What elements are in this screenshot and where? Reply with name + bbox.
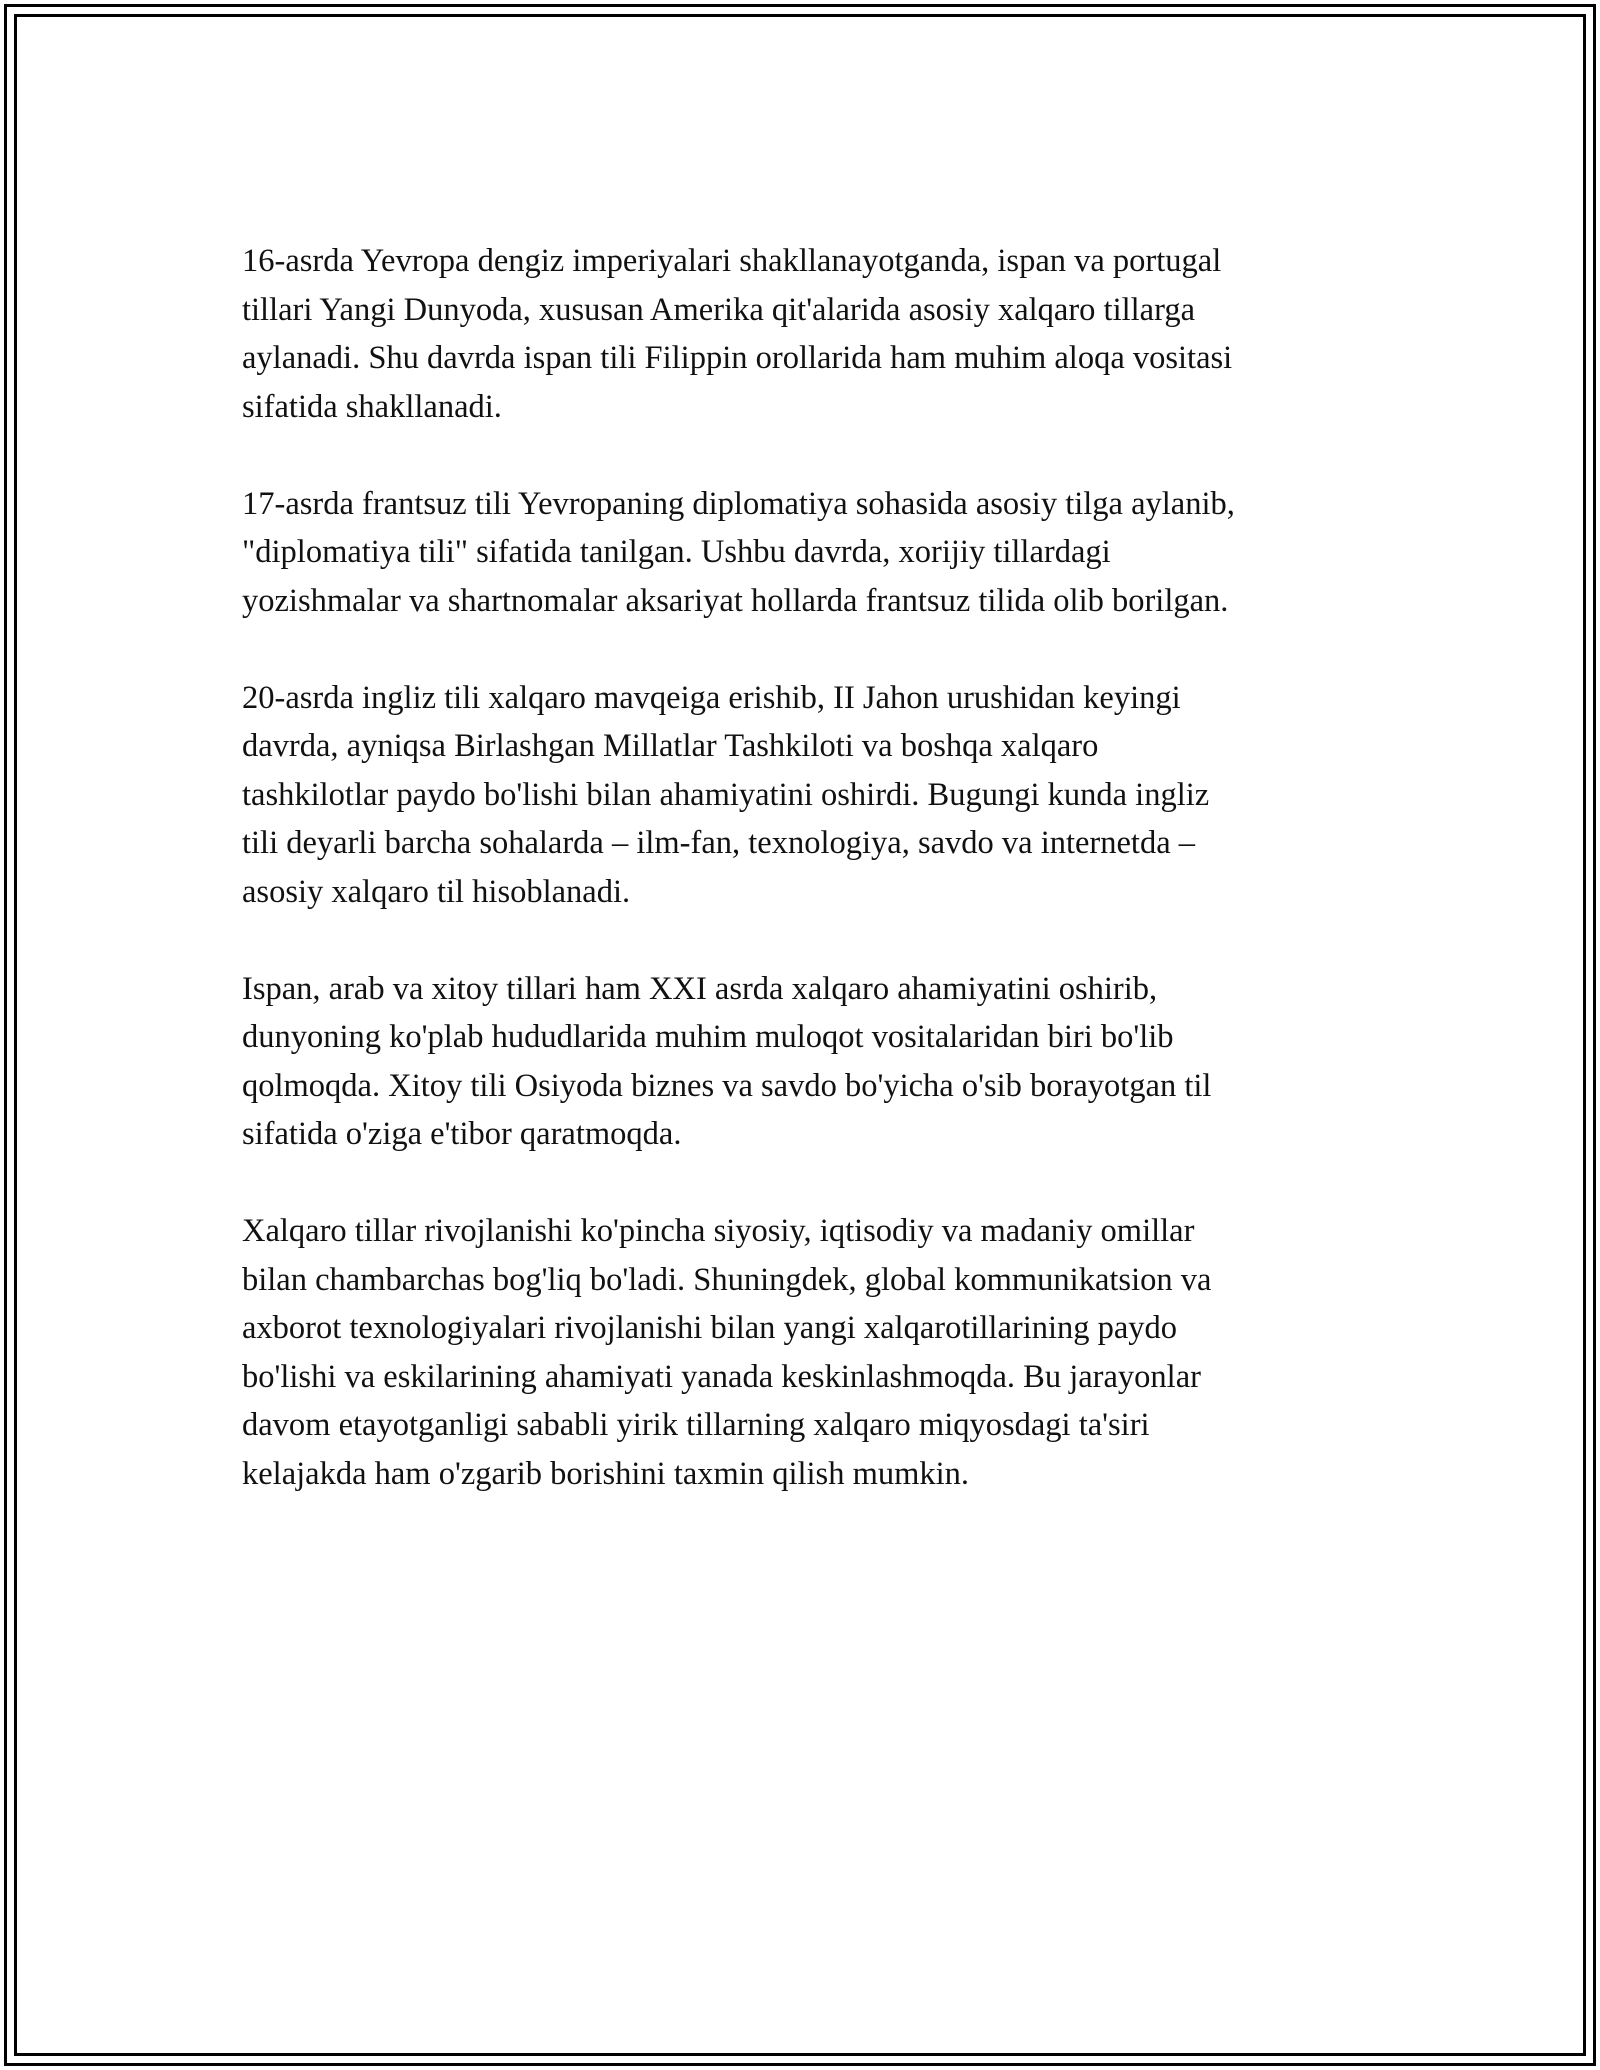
text-line: davrda, ayniqsa Birlashgan Millatlar Tashkiloti va boshqa xalqaro (242, 728, 1099, 764)
paragraph-development (242, 1207, 1382, 1498)
text-line: sifatida shakllanadi. (242, 388, 502, 425)
text-line: dunyoning ko'plab hududlarida muhim muloqot vositalaridan biri bo'lib (242, 1019, 1174, 1055)
text-line: Ispan, arab va xitoy tillari ham XXI asrda xalqaro ahamiyatini oshirib, (242, 970, 1158, 1007)
paragraph-17th-century (242, 480, 1382, 626)
text-line: 17-asrda frantsuz tili Yevropaning diplomatiya sohasida asosiy tilga aylanib, (242, 485, 1235, 522)
document-body (242, 237, 1382, 1547)
text-line: aylanadi. Shu davrda ispan tili Filippin orollarida ham muhim aloqa vositasi (242, 340, 1233, 376)
text-line: 20-asrda ingliz tili xalqaro mavqeiga erishib, II Jahon urushidan keyingi (242, 679, 1181, 716)
text-line: asosiy xalqaro til hisoblanadi. (242, 873, 631, 910)
text-line: tili deyarli barcha sohalarda – ilm-fan, texnologiya, savdo va internetda – (242, 825, 1196, 861)
text-line: qolmoqda. Xitoy tili Osiyoda biznes va savdo bo'yicha o'sib borayotgan til (242, 1067, 1212, 1104)
text-line: yozishmalar va shartnomalar aksariyat hollarda frantsuz tilida olib borilgan. (242, 582, 1229, 619)
text-line: davom etayotganligi sababli yirik tillarning xalqaro miqyosdagi ta'siri (242, 1407, 1150, 1443)
text-line: tillari Yangi Dunyoda, xususan Amerika qit'alarida asosiy xalqaro tillarga (242, 291, 1195, 328)
paragraph-21st-century (242, 965, 1382, 1159)
text-line: bo'lishi va eskilarining ahamiyati yanada keskinlashmoqda. Bu jarayonlar (242, 1358, 1201, 1395)
paragraph-20th-century (242, 674, 1382, 917)
text-line: Xalqaro tillar rivojlanishi ko'pincha siyosiy, iqtisodiy va madaniy omillar (242, 1213, 1195, 1249)
text-line: "diplomatiya tili" sifatida tanilgan. Ushbu davrda, xorijiy tillardagi (242, 534, 1111, 570)
text-line: axborot texnologiyalari rivojlanishi bilan yangi xalqarotillarining paydo (242, 1310, 1178, 1346)
paragraph-16th-century (242, 237, 1382, 431)
text-line: 16-asrda Yevropa dengiz imperiyalari shakllanayotganda, ispan va portugal (242, 243, 1222, 279)
text-line: sifatida o'ziga e'tibor qaratmoqda. (242, 1116, 682, 1152)
text-line: tashkilotlar paydo bo'lishi bilan ahamiyatini oshirdi. Bugungi kunda ingliz (242, 776, 1210, 813)
text-line: bilan chambarchas bog'liq bo'ladi. Shuningdek, global kommunikatsion va (242, 1261, 1212, 1298)
page-border (4, 4, 1596, 2066)
text-line: kelajakda ham o'zgarib borishini taxmin qilish mumkin. (242, 1455, 970, 1492)
